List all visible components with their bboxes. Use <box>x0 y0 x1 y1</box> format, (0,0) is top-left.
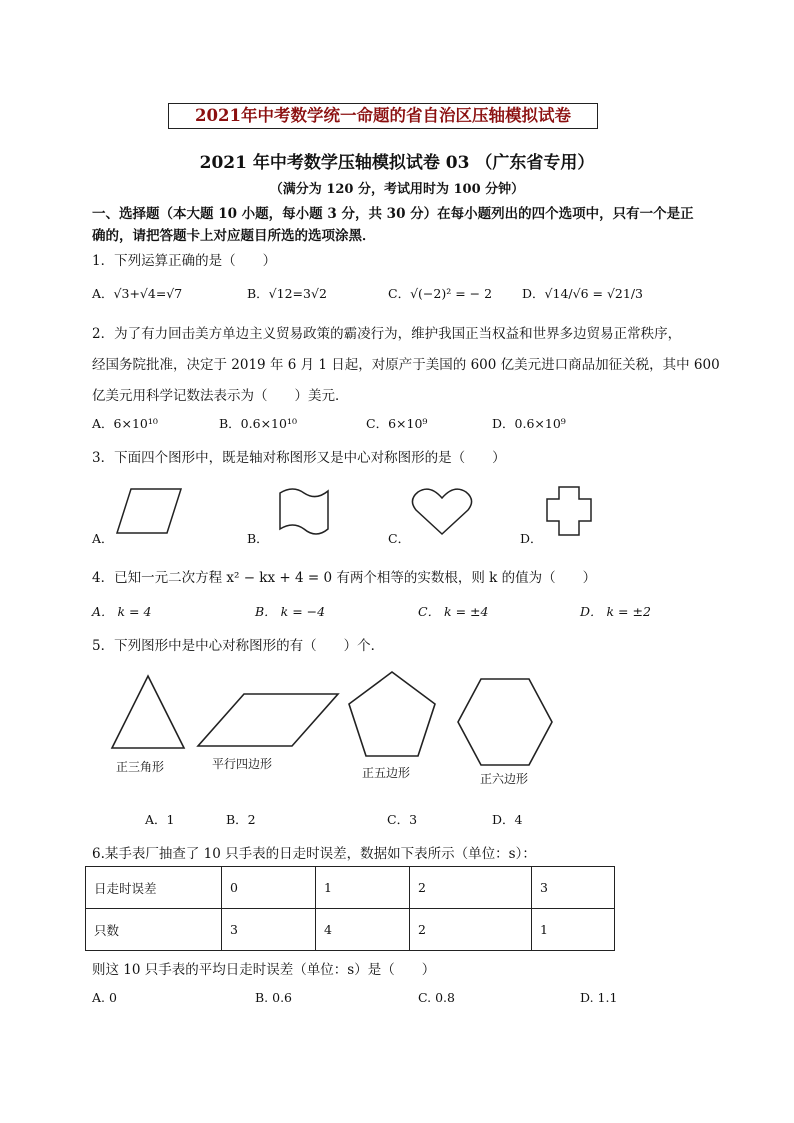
q4-option-c: C． k = ±4 <box>418 604 489 619</box>
section-intro-line2: 确的，请把答题卡上对应题目所选的选项涂黑． <box>92 228 376 244</box>
q6-option-a: A. 0 <box>92 990 117 1005</box>
series-banner: 2021年中考数学统一命题的省自治区压轴模拟试卷 <box>168 103 598 129</box>
q5-option-d: D．4 <box>492 812 523 827</box>
table-cell: 0 <box>222 867 316 909</box>
q1-option-a: A．√3+√4=√7 <box>92 286 183 301</box>
banner-shape-figure <box>275 485 333 537</box>
q2-option-d: D．0.6×10⁹ <box>492 416 566 431</box>
q5-option-b: B．2 <box>226 812 256 827</box>
q3-option-d: D． <box>520 531 543 546</box>
q1-stem: 1．下列运算正确的是（ ） <box>92 253 277 269</box>
q4-stem: 4．已知一元二次方程 x² − kx + 4 = 0 有两个相等的实数根，则 k 的值为（ ） <box>92 570 597 586</box>
q3-option-b: B． <box>247 531 269 546</box>
page-subtitle: （满分为 120 分，考试用时为 100 分钟） <box>269 182 525 197</box>
table-cell: 1 <box>316 867 410 909</box>
q5-option-c: C．3 <box>387 812 418 827</box>
heart-figure <box>410 486 474 538</box>
q1-option-c: C．√(−2)² = − 2 <box>388 286 493 301</box>
q6-option-b: B. 0.6 <box>255 990 293 1005</box>
q6-option-d: D. 1.1 <box>580 990 618 1005</box>
q3-option-a: A． <box>92 531 114 546</box>
equilateral-triangle-figure <box>108 672 188 752</box>
q2-line1: 2．为了有力回击美方单边主义贸易政策的霸凌行为，维护我国正当权益和世界多边贸易正常秩序， <box>92 326 682 342</box>
q2-option-b: B．0.6×10¹⁰ <box>219 416 297 431</box>
q1-option-d: D．√14/√6 = √21/3 <box>522 286 643 301</box>
q3-stem: 3．下面四个图形中，既是轴对称图形又是中心对称图形的是（ ） <box>92 450 506 466</box>
q2-option-c: C．6×10⁹ <box>366 416 428 431</box>
q2-line2: 经国务院批准，决定于 2019 年 6 月 1 日起，对原产于美国的 600 亿美元进口商品加征关税，其中 600 <box>92 357 720 373</box>
q3-option-c: C． <box>388 531 411 546</box>
table-cell: 2 <box>410 867 532 909</box>
q5-option-a: A．1 <box>145 812 175 827</box>
data-table <box>85 866 615 951</box>
q4-option-b: B． k = −4 <box>255 604 326 619</box>
table-cell: 3 <box>532 867 615 909</box>
q1-option-b: B．√12=3√2 <box>247 286 327 301</box>
table-cell: 只数 <box>86 909 222 951</box>
q6-option-c: C. 0.8 <box>418 990 455 1005</box>
section-intro-line1: 一、选择题（本大题 10 小题，每小题 3 分，共 30 分）在每小题列出的四个选项中，只有一个是正 <box>92 206 694 222</box>
shape-label-hexagon: 正六边形 <box>480 772 529 786</box>
shape-label-pentagon: 正五边形 <box>362 766 411 780</box>
table-cell: 日走时误差 <box>86 867 222 909</box>
parallelogram-figure-q5 <box>196 690 342 750</box>
table-row <box>86 867 615 909</box>
page-title: 2021 年中考数学压轴模拟试卷 03 （广东省专用） <box>199 153 595 173</box>
table-cell: 3 <box>222 909 316 951</box>
table-cell: 1 <box>532 909 615 951</box>
shape-label-triangle: 正三角形 <box>116 760 165 774</box>
regular-hexagon-figure <box>455 675 555 769</box>
shape-label-parallelogram: 平行四边形 <box>212 757 273 771</box>
table-cell: 4 <box>316 909 410 951</box>
table-cell: 2 <box>410 909 532 951</box>
q4-option-a: A． k = 4 <box>92 604 152 619</box>
q2-option-a: A．6×10¹⁰ <box>92 416 158 431</box>
q4-option-d: D． k = ±2 <box>580 604 651 619</box>
parallelogram-figure <box>115 487 185 535</box>
cross-shape-figure <box>545 485 593 537</box>
q5-stem: 5．下列图形中是中心对称图形的有（ ）个． <box>92 638 385 654</box>
regular-pentagon-figure <box>345 668 439 762</box>
q6-stem: 6.某手表厂抽查了 10 只手表的日走时误差，数据如下表所示（单位：s）： <box>92 846 536 862</box>
q6-ask: 则这 10 只手表的平均日走时误差（单位：s）是（ ） <box>92 962 436 978</box>
q2-line3: 亿美元用科学记数法表示为（ ）美元． <box>92 388 349 404</box>
table-row <box>86 909 615 951</box>
